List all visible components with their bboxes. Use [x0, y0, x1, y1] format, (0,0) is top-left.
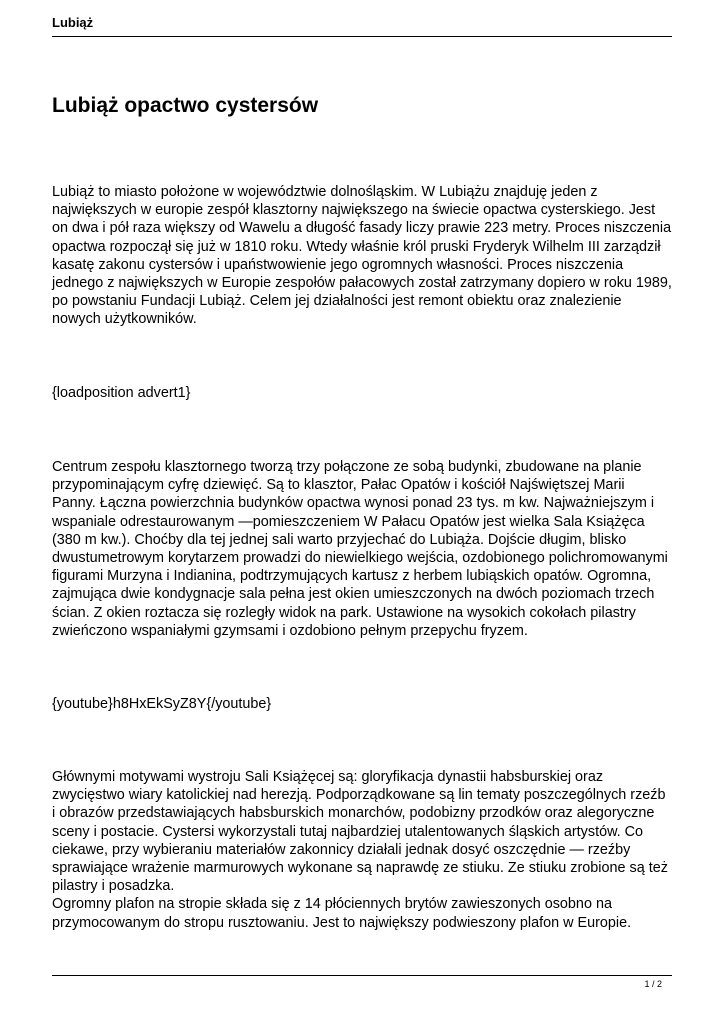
header-title: Lubiąż	[52, 15, 94, 30]
page-header	[52, 14, 672, 37]
paragraph-intro: Lubiąż to miasto położone w województwie dolnośląskim. W Lubiążu znajduję jeden z największych w europie zespół klasztorny największego na świecie opactwa cysterskiego. Jest on dwa i pół raza większy od Wawelu a długość fasady liczy prawie 223 metry. Proces niszczenia opactwa rozpoczął się już w 1810 roku. Wtedy właśnie król pruski Fryderyk Wilhelm III zarządził kasatę zakonu cystersów i upaństwowienie jego ogromnych własności. Proces niszczenia jednego z największych w Europie zespołów pałacowych został zatrzymany dopiero w roku 1989, po powstaniu Fundacji Lubiąż. Celem jej działalności jest remont obiektu oraz znalezienie nowych użytkowników.	[52, 184, 672, 328]
page-footer	[52, 975, 672, 989]
article-title: Lubiąż opactwo cystersów	[52, 94, 319, 117]
paragraph-loadposition: {loadposition advert1}	[52, 385, 191, 401]
paragraph-complex-center: Centrum zespołu klasztornego tworzą trzy połączone ze sobą budynki, zbudowane na planie przypominającym cyfrę dziewięć. Są to klasztor, Pałac Opatów i kościół Najświętszej Marii Panny. Łączna powierzchnia budynków opactwa wynosi ponad 23 tys. m kw. Najważniejszym i wspaniale odrestaurowanym —pomieszczeniem W Pałacu Opatów jest wielka Sala Książęca (380 m kw.). Choćby dla tej jednej sali warto przyjechać do Lubiąża. Dojście długim, blisko dwustumetrowym korytarzem prowadzi do niewielkiego wejścia, ozdobionego polichromowanymi figurami Murzyna i Indianina, podtrzymujących kartusz z herbem lubiąskich opatów. Ogromna, zajmująca dwie kondygnacje sala pełna jest okien umieszczonych na dwóch poziomach trzech ścian. Z okien roztacza się rozległy widok na park. Ustawione na wysokich cokołach pilastry zwieńczono wspaniałymi gzymsami i ozdobiono pełnym przepychu fryzem.	[52, 459, 668, 639]
page-number: 1 / 2	[644, 979, 662, 989]
paragraph-youtube: {youtube}h8HxEkSyZ8Y{/youtube}	[52, 696, 272, 712]
paragraph-decor-motifs: Głównymi motywami wystroju Sali Książęcej są: gloryfikacja dynastii habsburskiej oraz zwycięstwo wiary katolickiej nad herezją. Podporządkowane są lin tematy poszczególnych rzeźb i obrazów przedstawiających habsburskich monarchów, podobizny przodków oraz alegoryczne sceny i postacie. Cystersi wykorzystali tutaj najbardziej utalentowanych śląskich artystów. Co ciekawe, przy wybieraniu materiałów zakonnicy działali jednak dosyć oszczędnie — rzeźby sprawiające wrażenie marmurowych wykonane są naprawdę ze stiuku. Ze stiuku zrobione są też pilastry i posadzka. Ogromny plafon na stropie składa się z 14 płóciennych brytów zawieszonych osobno na przymocowanym do stropu rusztowaniu. Jest to największy podwieszony plafon w Europie.	[52, 769, 668, 931]
